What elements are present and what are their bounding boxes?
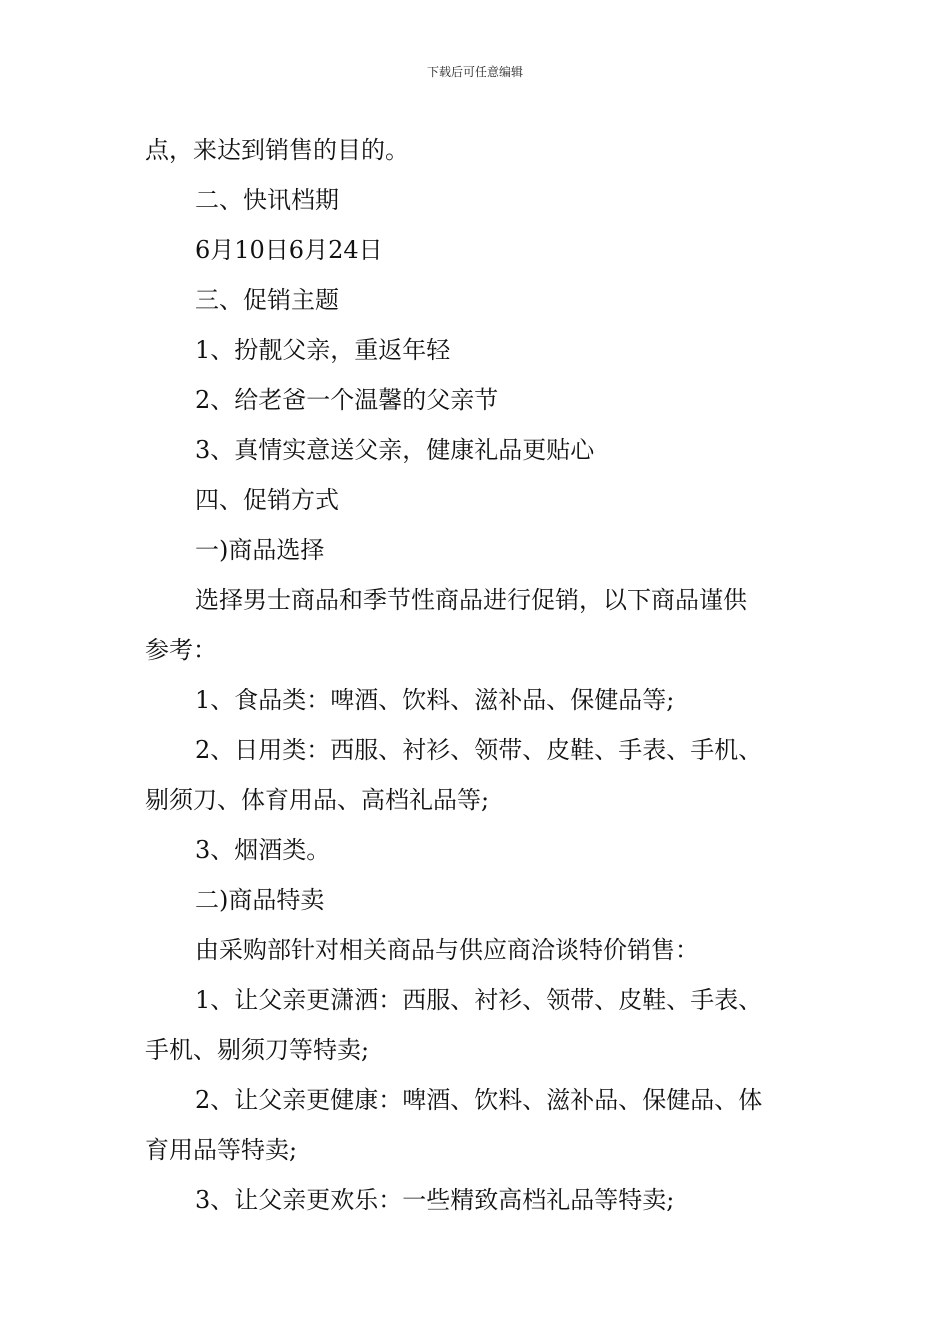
- paragraph-line: 参考：: [145, 636, 217, 664]
- list-item-continuation: 育用品等特卖;: [145, 1136, 298, 1164]
- date-range: 6月10日6月24日: [195, 236, 383, 264]
- paragraph-line: 选择男士商品和季节性商品进行促销，以下商品谨供: [195, 586, 747, 614]
- list-item: 1、扮靓父亲，重返年轻: [195, 336, 451, 364]
- subsection-heading: 二)商品特卖: [195, 886, 325, 914]
- list-item: 2、日用类：西服、衬衫、领带、皮鞋、手表、手机、: [195, 736, 763, 764]
- list-item: 2、让父亲更健康：啤酒、饮料、滋补品、保健品、体: [195, 1086, 763, 1114]
- list-item: 3、真情实意送父亲，健康礼品更贴心: [195, 436, 595, 464]
- list-item: 1、食品类：啤酒、饮料、滋补品、保健品等;: [195, 686, 675, 714]
- section-heading: 四、促销方式: [195, 486, 339, 514]
- section-heading: 二、快讯档期: [195, 186, 339, 214]
- list-item: 2、给老爸一个温馨的父亲节: [195, 386, 499, 414]
- section-heading: 三、促销主题: [195, 286, 339, 314]
- page-header: 下载后可任意编辑: [426, 65, 523, 79]
- list-item-continuation: 手机、剔须刀等特卖;: [145, 1036, 370, 1064]
- list-item: 3、让父亲更欢乐：一些精致高档礼品等特卖;: [195, 1186, 675, 1214]
- list-item: 1、让父亲更潇洒：西服、衬衫、领带、皮鞋、手表、: [195, 986, 763, 1014]
- text-line: 点，来达到销售的目的。: [145, 136, 409, 164]
- subsection-heading: 一)商品选择: [195, 536, 325, 564]
- list-item-continuation: 剔须刀、体育用品、高档礼品等;: [145, 786, 490, 814]
- list-item: 3、烟酒类。: [195, 836, 331, 864]
- document-body: [145, 125, 810, 1225]
- paragraph-line: 由采购部针对相关商品与供应商洽谈特价销售：: [195, 936, 699, 964]
